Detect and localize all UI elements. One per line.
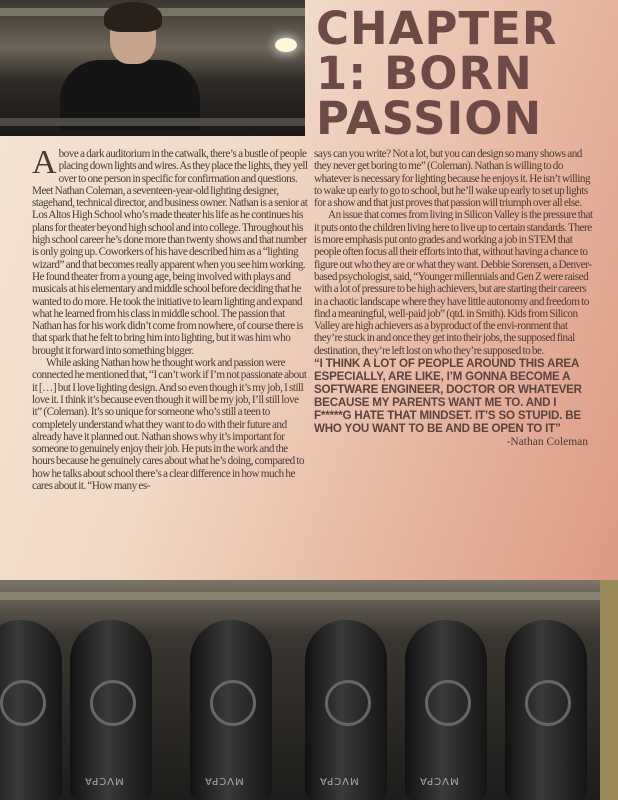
stage-lamp [305,620,387,800]
pull-quote: “I THINK A LOT OF PEOPLE AROUND THIS AREA ESPECIALLY, ARE LIKE, I’M GONNA BECOME A SOFTWARE ENGINEER, DOCTOR OR WHATEVER BECAUSE MY PARENTS WANT ME TO. AND I F*****G HATE THAT MINDSET. IT’S SO STUPID. BE WHO YOU WANT TO BE AND BE OPEN TO IT” [314,357,582,436]
lamp-lens [525,680,571,726]
lamp-label: MVCPA [84,775,124,786]
catwalk-rail [0,118,305,126]
lamp-label: MVCPA [204,775,244,786]
lamp-lens [325,680,371,726]
article-paragraph: says can you write? Not a lot, but you can design so many shows and they never get boring to me” (Coleman). Nathan is willing to do whatever is necessary for lighting because he enjoys it. He isn’t willing to wake up early to go to school, but he’ll wake up early to set up lights for a show and that just proves that passion will triumph over all else. [314,148,591,210]
photo-stage-lights [0,580,618,800]
article-column-2 [314,148,594,449]
stage-lamp [405,620,487,800]
article-column-1 [32,144,308,493]
lamp-label: MVCPA [419,775,459,786]
paragraph-text: bove a dark auditorium in the catwalk, there’s a bustle of people placing down lights and wires. As they place the lights, they yell over to one person in specific for confirmation and questions. Meet Nathan Coleman, a seventeen-year-old lighting designer, stagehand, technical director, and business owner. Nathan is a senior at Los Altos High School who’s made theater his life as he continues his plans for theater beyond high school and into college. Throughout his high school career he’s done more than twenty shows and that number is only going up. Coworkers of his have described him as a “lighting wizard” and that becomes really apparent when you see him working. He found theater from a young age, being involved with plays and musicals at his elementary and middle school before deciding that he wanted to do more. He took the initiative to learn lighting and expand what he learned from his class in middle school. The passion that Nathan has for his work didn’t come from nowhere, of course there is that spark that he felt to bring him into lighting, but it was him who brought it forward into something bigger. [32,148,308,357]
stage-lamp [0,620,62,800]
lighting-pipe [0,592,618,600]
support-post [600,580,618,800]
lamp-lens [90,680,136,726]
person-hair [104,2,162,32]
lamp-lens [210,680,256,726]
stage-light [275,38,297,52]
article-paragraph: While asking Nathan how he thought work and passion were connected he mentioned that, “I can’t work if I’m not passionate about it […] but I love lighting design. And so even though it’s my job, I still love it. I think it’s because even though it will be my job, I’ll still love it” (Coleman). It’s so unique for someone who’s still a teen to completely understand what they want to do with their future and already have it planned out. Nathan shows why it’s important for someone to genuinely enjoy their job. He puts in the work and the hours because he genuinely cares about what he’s doing, compared to how he talks about school there’s a clear difference in how much he cares about it. “How many es- [32,357,307,493]
lamp-lens [0,680,46,726]
article-paragraph [32,144,308,357]
article-paragraph: An issue that comes from living in Silicon Valley is the pressure that it puts onto the children living here to live up to certain standards. There is more emphasis put onto grades and working a job in STEM that people often focus all their efforts into that, without having a chance to figure out who they are or what they want. Debbie Sorensen, a Denver-based psychologist, said, “Younger millennials and Gen Z were raised with a lot of pressure to be high achievers, but are starting their careers in a chaotic landscape where they have little autonomy and freedom to find a meaningful, well-paid job” (qtd. in Smith). Kids from Silicon Valley are high achievers as a byproduct of the envi-ronment that they’re stuck in and once they get into their jobs, the supposed final destination, they’re left lost on who they’re supposed to be. [314,209,593,357]
chapter-title: CHAPTER 1: BORN PASSION [316,2,558,145]
lamp-lens [425,680,471,726]
pull-quote-attribution: -Nathan Coleman [506,436,588,449]
drop-cap: A [32,144,57,181]
stage-lamp [190,620,272,800]
stage-lamp [505,620,587,800]
stage-lamp [70,620,152,800]
photo-nathan-lighting [0,0,305,136]
lamp-label: MVCPA [319,775,359,786]
